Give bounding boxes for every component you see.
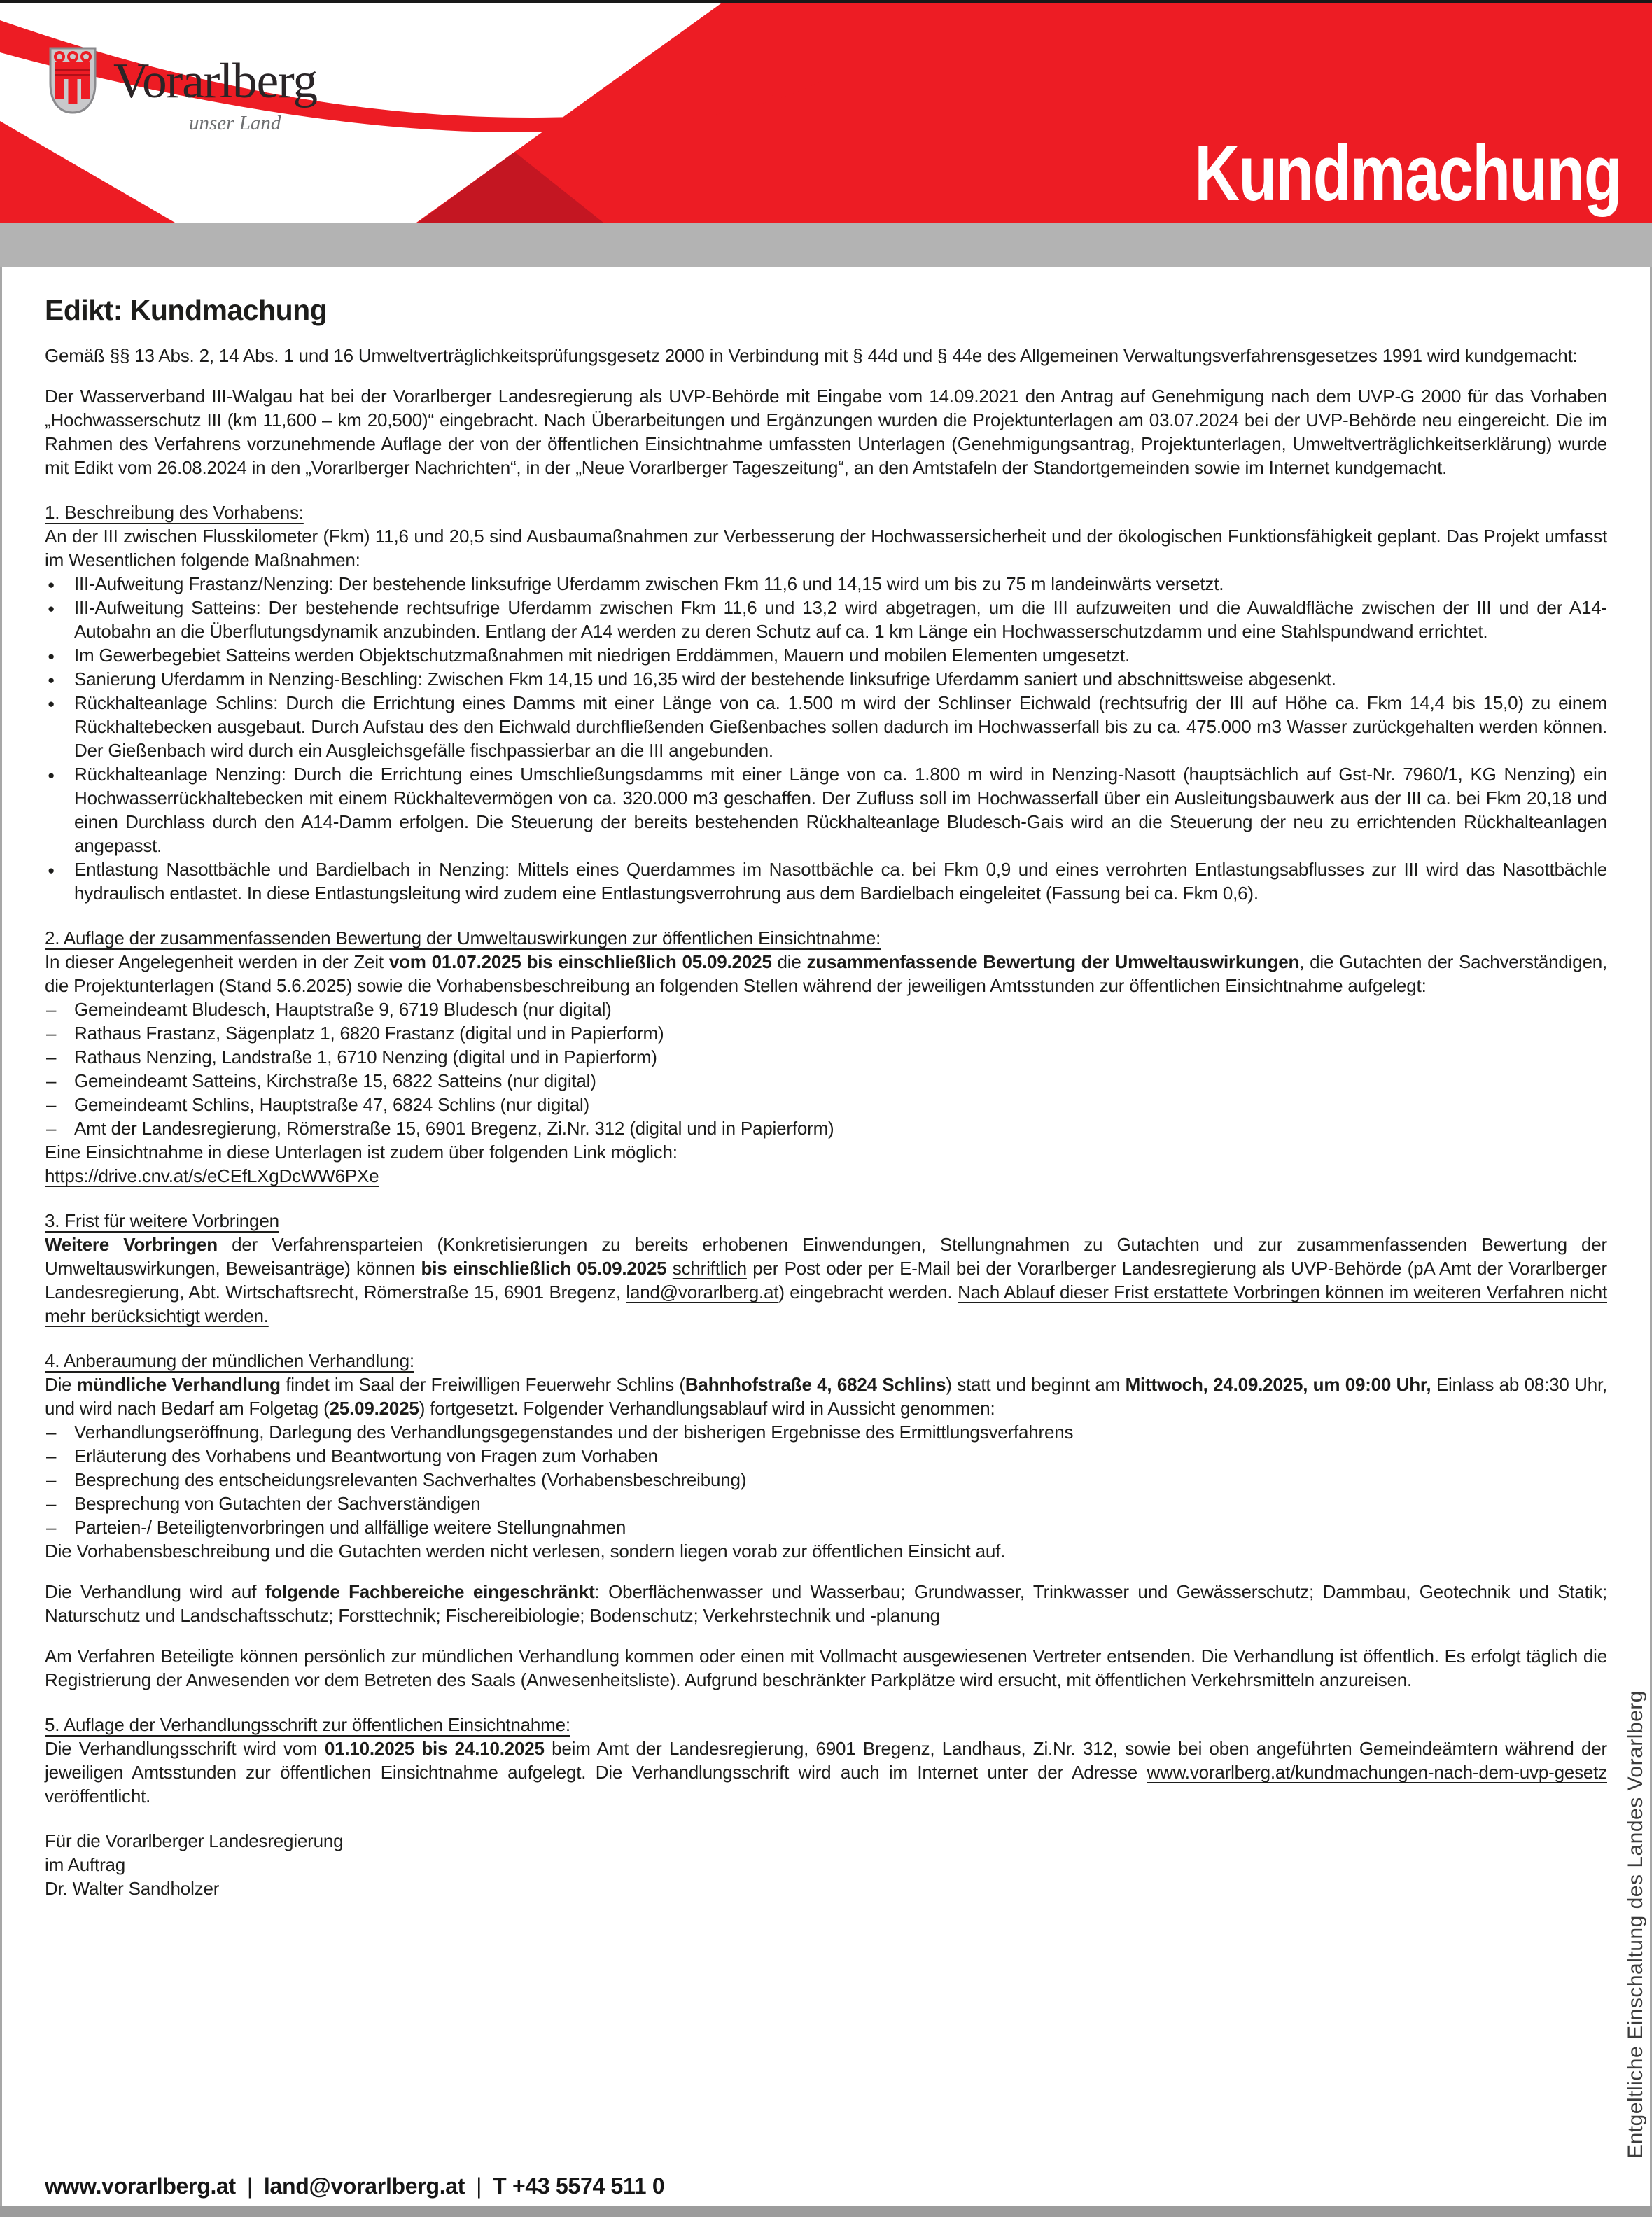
inline-link[interactable]: land@vorarlberg.at bbox=[626, 1282, 779, 1303]
list-item: – Verhandlungseröffnung, Darlegung des Verhandlungsgegenstandes und der bisherigen Ergebnisse des Ermittlungsverfahrens bbox=[45, 1420, 1607, 1444]
text-run: , die Gutachten der Sachverständigen, die Projektunterlagen (Stand 5.6.2025) sowie die Vorhabensbeschreibung an folgenden Stellen während der jeweiligen Amtsstunden zur öffentlichen Einsichtnahme aufgelegt: bbox=[45, 951, 1607, 997]
section-4-intro bbox=[45, 1373, 1607, 1420]
text-run: Bahnhofstraße 4, 6824 Schlins bbox=[685, 1374, 946, 1396]
section-1-heading-text: 1. Beschreibung des Vorhabens: bbox=[45, 502, 304, 524]
section-3-heading bbox=[45, 1209, 1607, 1233]
text-run: 01.10.2025 bis 24.10.2025 bbox=[324, 1738, 545, 1760]
text-run: Am Verfahren Beteiligte können persönlich zur mündlichen Verhandlung kommen oder einen mit Vollmacht ausgewiesenen Vertreter entsenden. Die Verhandlung ist öffentlich. Es erfolgt täglich die Registrierung der Anwesenden vor dem Betreten des Saals (Anwesenheitsliste). Aufgrund beschränkter Parkplätze wird ersucht, mit öffentlichen Verkehrsmitteln anzureisen. bbox=[45, 1646, 1607, 1691]
text-run: An der III zwischen Flusskilometer (Fkm) 11,6 und 20,5 sind Ausbaumaßnahmen zur Verbesserung der Hochwassersicherheit und der ökologischen Funktionsfähigkeit geplant. Das Projekt umfasst im Wesentlichen folgende Maßnahmen: bbox=[45, 526, 1607, 571]
list-item: ● Entlastung Nasottbächle und Bardielbach in Nenzing: Mittels eines Querdammes im Nasottbächle ca. bei Fkm 0,9 und eines verrohrten Entlastungsabflusses zur III wird das Nasottbächle hydraulisch entlastet. In diese Entlastungsleitung wird zudem eine Entlastungsverrohrung aus dem Bardielbach eingeleitet (Fassung bei ca. Fkm 0,6). bbox=[45, 857, 1607, 905]
text-run: findet im Saal der Freiwilligen Feuerwehr Schlins ( bbox=[280, 1374, 685, 1396]
paid-insertion-note: Entgeltliche Einschaltung des Landes Vorarlberg bbox=[1624, 1690, 1647, 2159]
intro-legal-basis bbox=[45, 344, 1607, 367]
list-item: – Besprechung des entscheidungsrelevanten Sachverhaltes (Vorhabensbeschreibung) bbox=[45, 1468, 1607, 1492]
text-run: mündliche Verhandlung bbox=[76, 1374, 281, 1396]
measures-list bbox=[45, 572, 1607, 905]
text-run: Mittwoch, 24.09.2025, um 09:00 Uhr, bbox=[1125, 1374, 1432, 1396]
list-item: ● Sanierung Uferdamm in Nenzing-Beschling: Zwischen Fkm 14,15 und 16,35 wird der bestehende linksufrige Uferdamm saniert und abschnittsweise abgesenkt. bbox=[45, 667, 1607, 691]
section-5-text bbox=[45, 1737, 1607, 1808]
text-run: ) fortgesetzt. Folgender Verhandlungsablauf wird in Aussicht genommen: bbox=[419, 1398, 995, 1419]
footer-website-link[interactable]: www.vorarlberg.at bbox=[45, 2173, 236, 2199]
restricted-subjects bbox=[45, 1580, 1607, 1627]
text-run: der Verfahrensparteien (Konkretisierungen zu bereits erhobenen Einwendungen, Stellungnahmen zu Gutachten und zur zusammenfassenden Bewertung der Umweltauswirkungen, Beweisanträge) können bbox=[45, 1234, 1607, 1279]
list-item: – Rathaus Frastanz, Sägenplatz 1, 6820 Frastanz (digital und in Papierform) bbox=[45, 1021, 1607, 1045]
text-run: ) eingebracht werden. bbox=[778, 1282, 958, 1303]
text-run: 25.09.2025 bbox=[329, 1398, 419, 1419]
text-run: Die Vorhabensbeschreibung und die Gutachten werden nicht verlesen, sondern liegen vorab zur öffentlichen Einsicht auf. bbox=[45, 1541, 1006, 1562]
section-2-heading-text: 2. Auflage der zusammenfassenden Bewertung der Umweltauswirkungen zur öffentlichen Einsichtnahme: bbox=[45, 927, 881, 949]
signature-line: Dr. Walter Sandholzer bbox=[45, 1878, 220, 1900]
section-5-heading-text: 5. Auflage der Verhandlungsschrift zur öffentlichen Einsichtnahme: bbox=[45, 1714, 570, 1736]
text-run: Eine Einsichtnahme in diese Unterlagen ist zudem über folgenden Link möglich: bbox=[45, 1142, 678, 1163]
intro-application bbox=[45, 384, 1607, 479]
list-item: – Gemeindeamt Satteins, Kirchstraße 15, 6822 Satteins (nur digital) bbox=[45, 1069, 1607, 1093]
text-run: die bbox=[771, 951, 807, 973]
text-run: beim Amt der Landesregierung, 6901 Bregenz, Landhaus, Zi.Nr. 312, sowie bei oben angeführten Gemeindeämtern während der jeweiligen Amtsstunden zur öffentlichen Einsichtnahme aufgelegt. Die Verhandlungsschrift wird auch im Internet unter der Adresse bbox=[45, 1738, 1607, 1783]
logo-tagline: unser Land bbox=[189, 112, 281, 134]
list-item: – Gemeindeamt Bludesch, Hauptstraße 9, 6719 Bludesch (nur digital) bbox=[45, 997, 1607, 1021]
link-intro bbox=[45, 1140, 1607, 1164]
vorarlberg-coat-of-arms-icon bbox=[49, 47, 97, 114]
text-run: Gemäß §§ 13 Abs. 2, 14 Abs. 1 und 16 Umweltverträglichkeitsprüfungsgesetz 2000 in Verbindung mit § 44d und § 44e des Allgemeinen Verwaltungsverfahrensgesetzes 1991 wird kundgemacht: bbox=[45, 345, 1578, 367]
text-run: per Post oder per E-Mail bei der Vorarlberger Landesregierung als UVP-Behörde (pA Amt der Vorarlberger Landesregierung, Abt. Wirtschaftsrecht, Römerstraße 15, 6901 Bregenz, bbox=[45, 1258, 1607, 1303]
footer-separator: | bbox=[476, 2173, 482, 2199]
inspection-link-line bbox=[45, 1164, 1607, 1188]
text-run: zusammenfassende Bewertung der Umweltauswirkungen bbox=[806, 951, 1300, 973]
inline-link[interactable]: www.vorarlberg.at/kundmachungen-nach-dem-uvp-gesetz bbox=[1147, 1762, 1607, 1783]
text-run: folgende Fachbereiche eingeschränkt bbox=[265, 1581, 595, 1603]
list-item: – Amt der Landesregierung, Römerstraße 15, 6901 Bregenz, Zi.Nr. 312 (digital und in Papierform) bbox=[45, 1116, 1607, 1140]
document-blocks bbox=[45, 344, 1607, 1900]
list-item: – Gemeindeamt Schlins, Hauptstraße 47, 6824 Schlins (nur digital) bbox=[45, 1093, 1607, 1116]
inspection-locations-list bbox=[45, 997, 1607, 1140]
section-4-heading bbox=[45, 1349, 1607, 1373]
text-run: ) statt und beginnt am bbox=[946, 1374, 1126, 1396]
text-run: Weitere Vorbringen bbox=[45, 1234, 218, 1256]
text-run: Der Wasserverband III-Walgau hat bei der Vorarlberger Landesregierung als UVP-Behörde mit Eingabe vom 14.09.2021 den Antrag auf Genehmigung nach dem UVP-G 2000 für das Vorhaben „Hochwasserschutz III (km 11,600 – km 20,500)“ eingebracht. Nach Überarbeitungen und Ergänzungen wurden die Projektunterlagen am 03.07.2024 bei der UVP-Behörde neu eingereicht. Die im Rahmen des Verfahrens vorzunehmende Auflage der von der öffentlichen Einsichtnahme umfassten Unterlagen (Genehmigungsantrag, Projektunterlagen, Umweltverträglichkeitserklärung) wurde mit Edikt vom 26.08.2024 in den „Vorarlberger Nachrichten“, in der „Neue Vorarlberger Tageszeitung“, an den Amtstafeln der Standortgemeinden sowie im Internet kundgemacht. bbox=[45, 386, 1607, 479]
text-run: vom 01.07.2025 bis einschließlich 05.09.2025 bbox=[388, 951, 772, 973]
page-title: Kundmachung bbox=[1194, 129, 1621, 217]
text-run bbox=[666, 1258, 672, 1279]
text-run: In dieser Angelegenheit werden in der Zeit bbox=[45, 951, 389, 973]
text-run: Die Verhandlungsschrift wird vom bbox=[45, 1738, 325, 1760]
bottom-border-bar bbox=[0, 2206, 1652, 2217]
list-item: ● Rückhalteanlage Nenzing: Durch die Errichtung eines Umschließungsdamms mit einer Länge von ca. 1.800 m wird in Nenzing-Nasott (hauptsächlich auf Gst-Nr. 7960/1, KG Nenzing) ein Hochwasserrückhaltebecken mit einem Rückhaltevermögen von ca. 320.000 m3 geschaffen. Der Zufluss soll im Hochwasserfall über ein Ausleitungsbauwerk aus der III ca. bei Fkm 20,18 und einen Durchlass durch den A14-Damm erfolgen. Die Steuerung der bereits bestehenden Rückhalteanlage Bludesch-Gais wird an die Steuerung der neu zu errichtenden Rückhalteanlagen angepasst. bbox=[45, 762, 1607, 857]
section-5-heading bbox=[45, 1713, 1607, 1737]
attendance-info bbox=[45, 1644, 1607, 1692]
footer-separator: | bbox=[246, 2173, 253, 2199]
section-2-heading bbox=[45, 926, 1607, 950]
header-divider-bar bbox=[0, 223, 1652, 267]
text-run: Die bbox=[45, 1374, 77, 1396]
text-run: schriftlich bbox=[672, 1258, 747, 1279]
text-run: : Oberflächenwasser und Wasserbau; Grundwasser, Trinkwasser und Gewässerschutz; Dammbau, Geotechnik und Statik; Naturschutz und Landschaftsschutz; Forsttechnik; Fischereibiologie; Bodenschutz; Verkehrstechnik und -planung bbox=[45, 1581, 1608, 1627]
list-item: ● Im Gewerbegebiet Satteins werden Objektschutzmaßnahmen mit niedrigen Erddämmen, Mauern und mobilen Elementen umgesetzt. bbox=[45, 643, 1607, 667]
document-body bbox=[0, 267, 1652, 1900]
section-4-heading-text: 4. Anberaumung der mündlichen Verhandlung: bbox=[45, 1350, 414, 1372]
signature-line: Für die Vorarlberger Landesregierung bbox=[45, 1830, 344, 1852]
section-3-text bbox=[45, 1233, 1607, 1328]
text-run: Die Verhandlung wird auf bbox=[45, 1581, 265, 1603]
signature-line: im Auftrag bbox=[45, 1854, 126, 1876]
agenda-list bbox=[45, 1420, 1607, 1539]
text-run: Einlass ab 08:30 Uhr, und wird nach Bedarf am Folgetag ( bbox=[45, 1374, 1607, 1419]
footer-phone: T +43 5574 511 0 bbox=[493, 2173, 665, 2199]
document-title: Edikt: Kundmachung bbox=[45, 294, 328, 326]
list-item: ● Rückhalteanlage Schlins: Durch die Errichtung eines Damms mit einer Länge von ca. 1.500 m wird der Schlinser Eichwald (rechtsufrig der III auf Höhe ca. Fkm 14,4 bis 15,0) zu einem Rückhaltebecken ausgebaut. Durch Aufstau des den Eichwald durchfließenden Gießenbaches sollen dadurch im Hochwasserfall bis zu ca. 475.000 m3 Wasser zurückgehalten werden können. Der Gießenbach wird durch ein Ausgleichsgefälle fischpassierbar an die III angebunden. bbox=[45, 691, 1607, 762]
header-banner bbox=[0, 3, 1652, 223]
section-1-intro bbox=[45, 524, 1607, 572]
inline-link[interactable]: https://drive.cnv.at/s/eCEfLXgDcWW6PXe bbox=[45, 1165, 379, 1187]
vorarlberg-logo bbox=[49, 47, 317, 135]
list-item: – Erläuterung des Vorhabens und Beantwortung von Fragen zum Vorhaben bbox=[45, 1444, 1607, 1468]
list-item: – Parteien-/ Beteiligtenvorbringen und allfällige weitere Stellungnahmen bbox=[45, 1515, 1607, 1539]
list-item: – Besprechung von Gutachten der Sachverständigen bbox=[45, 1492, 1607, 1515]
logo-wordmark: Vorarlberg bbox=[113, 54, 318, 108]
list-item: ● III-Aufweitung Frastanz/Nenzing: Der bestehende linksufrige Uferdamm zwischen Fkm 11,6 und 14,15 wird um bis zu 75 m landeinwärts versetzt. bbox=[45, 572, 1607, 596]
not-read-aloud-note bbox=[45, 1539, 1607, 1563]
section-1-heading bbox=[45, 500, 1607, 524]
list-item: – Rathaus Nenzing, Landstraße 1, 6710 Nenzing (digital und in Papierform) bbox=[45, 1045, 1607, 1069]
list-item: ● III-Aufweitung Satteins: Der bestehende rechtsufrige Uferdamm zwischen Fkm 11,6 und 13,2 wird abgetragen, um die III aufzuweiten und die Auwaldfläche zwischen der III und der A14-Autobahn an die Überflutungsdynamik anzubinden. Entlang der A14 werden zu deren Schutz auf ca. 1 km Länge ein Hochwasserschutzdamm und eine Stahlspundwand errichtet. bbox=[45, 596, 1607, 643]
footer-email-link[interactable]: land@vorarlberg.at bbox=[263, 2173, 465, 2199]
section-2-intro bbox=[45, 950, 1607, 997]
footer-contact-line bbox=[45, 2173, 664, 2199]
section-3-heading-text: 3. Frist für weitere Vorbringen bbox=[45, 1210, 279, 1232]
text-run: veröffentlicht. bbox=[45, 1786, 151, 1807]
text-run: bis einschließlich 05.09.2025 bbox=[421, 1258, 667, 1279]
signature-block bbox=[45, 1829, 1607, 1900]
text-run: Nach Ablauf dieser Frist erstattete Vorbringen können im weiteren Verfahren nicht mehr berücksichtigt werden. bbox=[45, 1282, 1607, 1327]
